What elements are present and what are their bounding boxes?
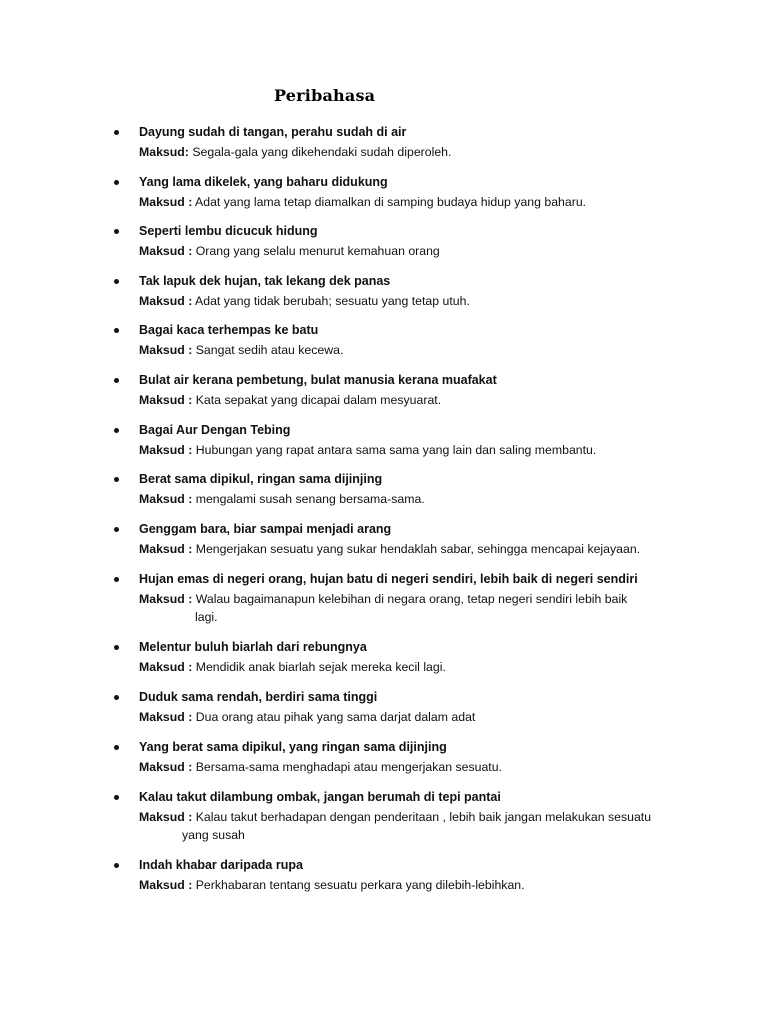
meaning-text: Adat yang lama tetap diamalkan di samping budaya hidup yang baharu. xyxy=(192,195,587,209)
proverb-meaning xyxy=(139,540,640,558)
meaning-text: Mengerjakan sesuatu yang sukar hendaklah sabar, sehingga mencapai kejayaan. xyxy=(192,542,641,556)
meaning-label: Maksud xyxy=(139,542,185,556)
meaning-separator: : xyxy=(184,244,193,258)
meaning-text: Kata sepakat yang dicapai dalam mesyuarat. xyxy=(192,393,442,407)
meaning-label: Maksud xyxy=(139,294,185,308)
proverb-phrase: Tak lapuk dek hujan, tak lekang dek panas xyxy=(139,274,391,288)
meaning-label: Maksud xyxy=(139,878,185,892)
bullet-icon xyxy=(114,795,119,800)
proverb-meaning xyxy=(139,391,441,409)
meaning-separator: : xyxy=(184,294,193,308)
meaning-separator: : xyxy=(184,145,189,159)
meaning-separator: : xyxy=(184,443,193,457)
meaning-text: Orang yang selalu menurut kemahuan orang xyxy=(192,244,440,258)
meaning-separator: : xyxy=(184,592,193,606)
meaning-separator: : xyxy=(184,195,193,209)
proverb-meaning xyxy=(139,292,470,310)
proverb-phrase: Seperti lembu dicucuk hidung xyxy=(139,224,318,238)
bullet-icon xyxy=(114,645,119,650)
proverb-meaning xyxy=(139,441,596,459)
proverb-meaning xyxy=(139,876,525,894)
meaning-separator: : xyxy=(184,393,193,407)
bullet-icon xyxy=(114,527,119,532)
meaning-separator: : xyxy=(184,710,193,724)
proverb-phrase: Bulat air kerana pembetung, bulat manusia kerana muafakat xyxy=(139,373,497,387)
proverb-meaning xyxy=(139,341,343,359)
meaning-separator: : xyxy=(184,343,193,357)
proverb-phrase: Hujan emas di negeri orang, hujan batu di negeri sendiri, lebih baik di negeri sendiri xyxy=(139,572,638,586)
bullet-icon xyxy=(114,130,119,135)
meaning-label: Maksud xyxy=(139,760,185,774)
meaning-separator: : xyxy=(184,542,193,556)
bullet-icon xyxy=(114,428,119,433)
meaning-text: Walau bagaimanapun kelebihan di negara orang, tetap negeri sendiri lebih baik xyxy=(192,592,628,606)
meaning-separator: : xyxy=(184,492,193,506)
proverb-meaning xyxy=(139,242,440,260)
meaning-continuation: yang susah xyxy=(182,828,245,842)
meaning-separator: : xyxy=(184,810,193,824)
proverb-meaning xyxy=(139,193,586,211)
meaning-text: Perkhabaran tentang sesuatu perkara yang dilebih-lebihkan. xyxy=(192,878,525,892)
bullet-icon xyxy=(114,328,119,333)
meaning-label: Maksud xyxy=(139,145,185,159)
proverb-phrase: Yang berat sama dipikul, yang ringan sama dijinjing xyxy=(139,740,447,754)
proverb-phrase: Duduk sama rendah, berdiri sama tinggi xyxy=(139,690,378,704)
meaning-label: Maksud xyxy=(139,195,185,209)
meaning-continuation: lagi. xyxy=(195,610,218,624)
meaning-label: Maksud xyxy=(139,592,185,606)
meaning-label: Maksud xyxy=(139,393,185,407)
proverb-phrase: Yang lama dikelek, yang baharu didukung xyxy=(139,175,388,189)
proverb-meaning xyxy=(139,808,651,826)
meaning-label: Maksud xyxy=(139,710,185,724)
meaning-separator: : xyxy=(184,760,193,774)
meaning-text: Sangat sedih atau kecewa. xyxy=(192,343,344,357)
page-title: Peribahasa xyxy=(274,86,376,105)
proverb-meaning xyxy=(139,490,425,508)
proverb-phrase: Genggam bara, biar sampai menjadi arang xyxy=(139,522,392,536)
meaning-separator: : xyxy=(184,660,193,674)
meaning-text: Adat yang tidak berubah; sesuatu yang tetap utuh. xyxy=(192,294,470,308)
meaning-text: mengalami susah senang bersama-sama. xyxy=(192,492,425,506)
meaning-label: Maksud xyxy=(139,244,185,258)
meaning-label: Maksud xyxy=(139,343,185,357)
meaning-label: Maksud xyxy=(139,810,185,824)
proverb-meaning xyxy=(139,590,627,608)
proverb-phrase: Dayung sudah di tangan, perahu sudah di air xyxy=(139,125,407,139)
proverb-phrase: Berat sama dipikul, ringan sama dijinjing xyxy=(139,472,383,486)
bullet-icon xyxy=(114,477,119,482)
bullet-icon xyxy=(114,695,119,700)
bullet-icon xyxy=(114,229,119,234)
proverb-phrase: Kalau takut dilambung ombak, jangan berumah di tepi pantai xyxy=(139,790,501,804)
bullet-icon xyxy=(114,863,119,868)
proverb-phrase: Melentur buluh biarlah dari rebungnya xyxy=(139,640,367,654)
meaning-text: Bersama-sama menghadapi atau mengerjakan sesuatu. xyxy=(192,760,502,774)
meaning-text: Dua orang atau pihak yang sama darjat dalam adat xyxy=(192,710,476,724)
bullet-icon xyxy=(114,745,119,750)
bullet-icon xyxy=(114,279,119,284)
meaning-label: Maksud xyxy=(139,443,185,457)
meaning-label: Maksud xyxy=(139,660,185,674)
bullet-icon xyxy=(114,577,119,582)
proverb-meaning xyxy=(139,658,446,676)
bullet-icon xyxy=(114,180,119,185)
bullet-icon xyxy=(114,378,119,383)
proverb-meaning xyxy=(139,708,475,726)
meaning-text: Segala-gala yang dikehendaki sudah diperoleh. xyxy=(188,145,452,159)
proverb-phrase: Bagai kaca terhempas ke batu xyxy=(139,323,319,337)
proverb-phrase: Indah khabar daripada rupa xyxy=(139,858,303,872)
proverb-meaning xyxy=(139,143,451,161)
proverb-phrase: Bagai Aur Dengan Tebing xyxy=(139,423,291,437)
meaning-label: Maksud xyxy=(139,492,185,506)
meaning-text: Mendidik anak biarlah sejak mereka kecil lagi. xyxy=(192,660,446,674)
meaning-text: Kalau takut berhadapan dengan penderitaan , lebih baik jangan melakukan sesuatu xyxy=(192,810,652,824)
proverb-meaning xyxy=(139,758,502,776)
meaning-separator: : xyxy=(184,878,193,892)
meaning-text: Hubungan yang rapat antara sama sama yang lain dan saling membantu. xyxy=(192,443,597,457)
